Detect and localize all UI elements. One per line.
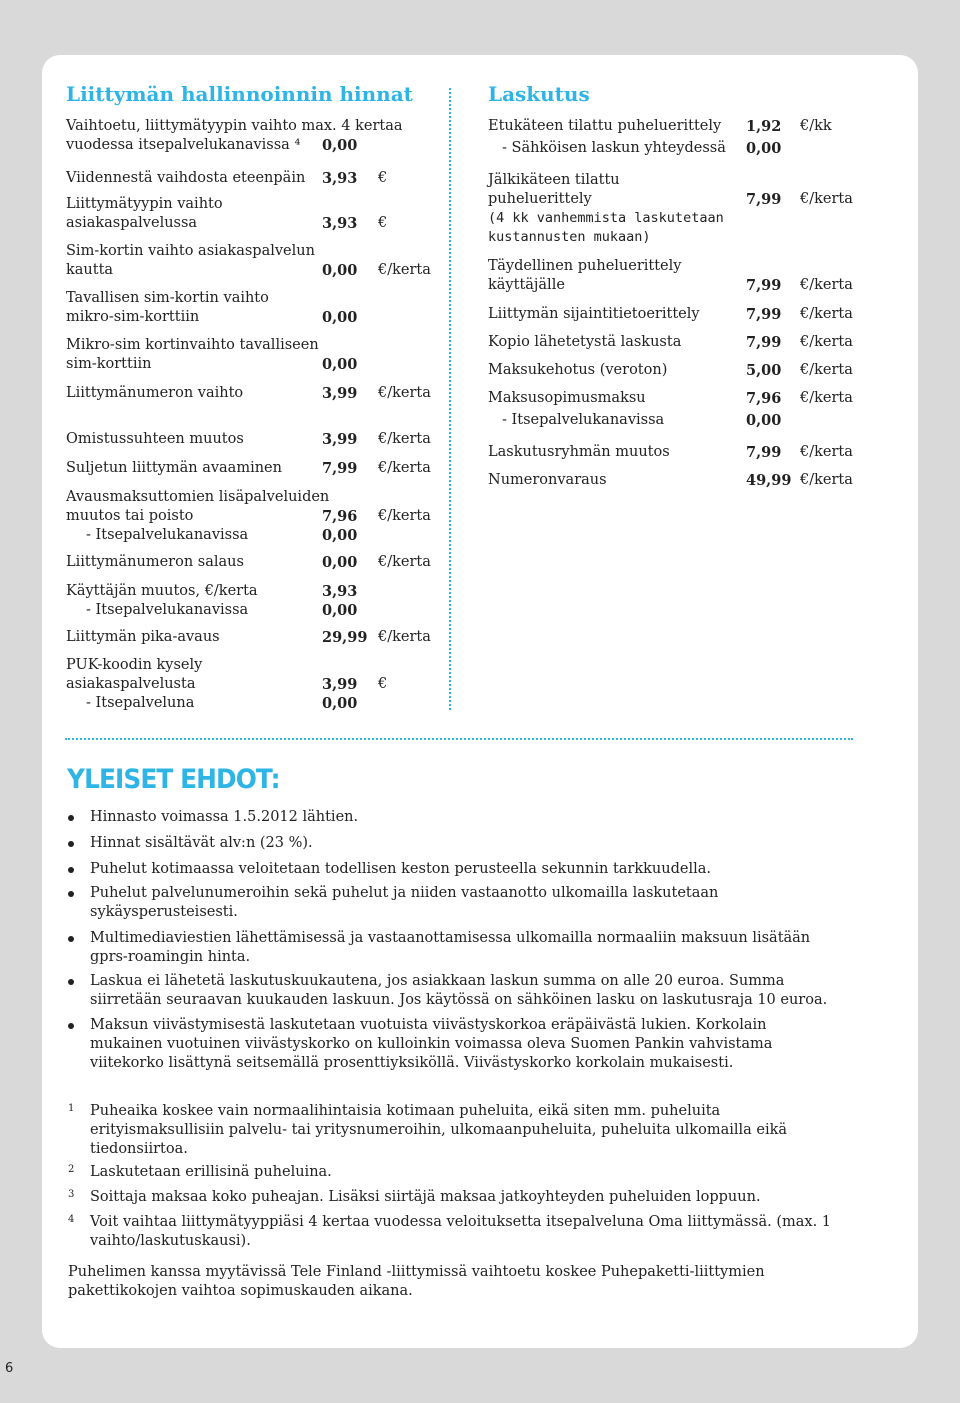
bullet-dot (68, 936, 74, 942)
price-unit: €/kerta (800, 362, 853, 378)
price-value: 3,93 (322, 170, 358, 187)
column-divider (449, 88, 451, 710)
price-sub-value: 0,00 (322, 695, 358, 712)
footnote-text: Puheaika koskee vain normaalihintaisia kotimaan puheluita, eikä siten mm. puheluita erityismaksullisiin palvelu- tai yritysnumeroihin, ulkomaanpuheluita, puheluita ulkomailla eikä tiedonsiirtoa. (90, 1103, 788, 1157)
footnote-text: Voit vaihtaa liittymätyyppiäsi 4 kertaa vuodessa veloituksetta itsepalveluna Oma liittymässä. (max. 1 vaihto/laskutuskausi). (90, 1214, 832, 1249)
price-sub-value: 0,00 (746, 412, 782, 429)
price-label-line: Jälkikäteen tilattu (488, 172, 620, 188)
price-label-line: PUK-koodin kysely (66, 657, 203, 673)
footnote-number: 1 (68, 1103, 75, 1114)
price-value: 7,99 (322, 460, 358, 477)
price-unit: €/kk (800, 118, 832, 134)
price-label (488, 171, 724, 247)
price-label (66, 336, 319, 374)
price-value: 0,00 (322, 356, 358, 373)
price-value: 5,00 (746, 362, 782, 379)
price-label-line: Omistussuhteen muutos (66, 431, 244, 447)
price-label-line: mikro-sim-korttiin (66, 309, 200, 325)
price-unit: €/kerta (378, 629, 431, 645)
price-unit: €/kerta (800, 334, 853, 350)
price-label-line: Liittymän sijaintitietoerittely (488, 306, 700, 322)
price-value: 0,00 (322, 554, 358, 571)
closing-note: Puhelimen kanssa myytävissä Tele Finland -liittymissä vaihtoetu koskee Puhepaketti-liittymien pakettikokojen vaihtoa sopimuskauden aikana. (68, 1264, 765, 1299)
price-label (488, 443, 670, 462)
price-unit: €/kerta (800, 191, 853, 207)
price-label (66, 242, 315, 280)
bullet-dot (68, 867, 74, 873)
price-label-line: Liittymänumeron vaihto (66, 385, 244, 401)
price-label-line: vuodessa itsepalvelukanavissa ⁴ (66, 137, 301, 153)
price-label-line: Käyttäjän muutos, €/kerta (66, 583, 258, 599)
price-note-line: (4 kk vanhemmista laskutetaan (488, 210, 724, 226)
price-value: 7,99 (746, 277, 782, 294)
price-value: 3,99 (322, 385, 358, 402)
price-label-line: Maksusopimusmaksu (488, 390, 646, 406)
price-unit: €/kerta (800, 444, 853, 460)
price-value: 7,99 (746, 191, 782, 208)
price-row (66, 656, 446, 716)
section-divider (65, 738, 853, 740)
price-value: 3,99 (322, 676, 358, 693)
price-label (66, 488, 329, 526)
price-label (488, 117, 721, 136)
bullet-dot (68, 891, 74, 897)
price-unit: €/kerta (800, 390, 853, 406)
price-value: 0,00 (322, 262, 358, 279)
price-label (488, 389, 646, 408)
price-label-line: Liittymätyypin vaihto (66, 196, 223, 212)
price-unit: €/kerta (800, 472, 853, 488)
general-terms-heading: YLEISET EHDOT: (67, 764, 280, 795)
price-label (488, 305, 700, 324)
footnote-number: 3 (68, 1189, 75, 1200)
bullet-dot (68, 979, 74, 985)
price-label (66, 430, 244, 449)
price-value: 0,00 (322, 309, 358, 326)
price-row (66, 488, 446, 548)
price-label-line: Täydellinen puheluerittely (488, 258, 682, 274)
price-label-line: puheluerittely (488, 191, 592, 207)
price-value: 3,93 (322, 215, 358, 232)
footnote-number: 4 (68, 1214, 75, 1225)
price-unit: €/kerta (378, 460, 431, 476)
price-label-line: Tavallisen sim-kortin vaihto (66, 290, 269, 306)
price-value: 3,93 (322, 583, 358, 600)
footnote-text: Laskutetaan erillisinä puheluina. (90, 1164, 332, 1180)
price-unit: €/kerta (800, 277, 853, 293)
price-value: 49,99 (746, 472, 792, 489)
price-label-line: Liittymänumeron salaus (66, 554, 244, 570)
price-label-line: sim-korttiin (66, 356, 152, 372)
price-label-line: käyttäjälle (488, 277, 565, 293)
price-label-line: Laskutusryhmän muutos (488, 444, 670, 460)
bullet-text: Hinnasto voimassa 1.5.2012 lähtien. (90, 809, 359, 825)
price-label (66, 384, 243, 403)
price-value: 7,99 (746, 306, 782, 323)
price-row (66, 117, 446, 177)
price-unit: €/kerta (378, 508, 431, 524)
price-label (488, 471, 607, 490)
bullet-text: Puhelut kotimaassa veloitetaan todellisen keston perusteella sekunnin tarkkuudella. (90, 861, 711, 877)
price-label-line: Maksukehotus (veroton) (488, 362, 668, 378)
price-value: 7,99 (746, 334, 782, 351)
page-number: 6 (5, 1361, 14, 1376)
price-label-line: Viidennestä vaihdosta eteenpäin (66, 170, 306, 186)
left-section-title: Liittymän hallinnoinnin hinnat (66, 82, 413, 106)
price-label (66, 459, 282, 478)
price-label-line: Numeronvaraus (488, 472, 607, 488)
price-unit: € (378, 215, 388, 231)
price-sub-value: 0,00 (746, 140, 782, 157)
price-unit: € (378, 676, 388, 692)
price-label-line: Etukäteen tilattu puheluerittely (488, 118, 722, 134)
price-label (488, 257, 681, 295)
bullet-text: Laskua ei lähetetä laskutuskuukautena, jos asiakkaan laskun summa on alle 20 euroa. Summa siirretään seuraavan kuukauden laskuun. Jos käytössä on sähköinen lasku on laskutusraja 10 euroa. (90, 973, 828, 1008)
price-label (66, 195, 223, 233)
price-label-line: kautta (66, 262, 114, 278)
price-sub-value: 0,00 (322, 527, 358, 544)
price-label (66, 582, 258, 601)
bullet-dot (68, 1023, 74, 1029)
right-section-title: Laskutus (488, 82, 590, 106)
price-value: 0,00 (322, 137, 358, 154)
price-sub-value: 0,00 (322, 602, 358, 619)
bullet-text: Puhelut palvelunumeroihin sekä puhelut ja niiden vastaanotto ulkomailla laskutetaan sykäysperusteisesti. (90, 885, 719, 920)
price-value: 29,99 (322, 629, 368, 646)
price-label-line: Sim-kortin vaihto asiakaspalvelun (66, 243, 315, 259)
price-unit: €/kerta (378, 385, 431, 401)
price-label-line: Liittymän pika-avaus (66, 629, 220, 645)
price-value: 1,92 (746, 118, 782, 135)
price-sub-label: - Itsepalvelukanavissa (86, 602, 249, 618)
price-label-line: Avausmaksuttomien lisäpalveluiden (66, 489, 330, 505)
footnote-text: Soittaja maksaa koko puheajan. Lisäksi siirtäjä maksaa jatkoyhteyden puheluiden loppuun. (90, 1189, 761, 1205)
price-label (66, 169, 305, 188)
price-sub-label: - Sähköisen laskun yhteydessä (502, 140, 726, 156)
price-value: 7,96 (746, 390, 782, 407)
price-row (488, 471, 868, 541)
price-label-line: Vaihtoetu, liittymätyypin vaihto max. 4 kertaa (66, 118, 403, 134)
price-label (488, 333, 681, 352)
price-unit: €/kerta (378, 554, 431, 570)
footnote-number: 2 (68, 1164, 75, 1175)
bullet-dot (68, 841, 74, 847)
price-sub-label: - Itsepalveluna (86, 695, 195, 711)
price-label-line: Suljetun liittymän avaaminen (66, 460, 282, 476)
bullet-text: Hinnat sisältävät alv:n (23 %). (90, 835, 313, 851)
price-label (66, 628, 220, 647)
bullet-text: Multimediaviestien lähettämisessä ja vastaanottamisessa ulkomailla normaaliin maksuun lisätään gprs-roamingin hinta. (90, 930, 811, 965)
price-unit: €/kerta (800, 306, 853, 322)
price-label-line: Kopio lähetetystä laskusta (488, 334, 682, 350)
price-value: 7,99 (746, 444, 782, 461)
price-label (66, 553, 244, 572)
price-unit: €/kerta (378, 431, 431, 447)
price-label (66, 289, 269, 327)
price-label (488, 361, 667, 380)
price-label-line: asiakaspalvelussa (66, 215, 198, 231)
price-label-line: asiakaspalvelusta (66, 676, 196, 692)
price-note-line: kustannusten mukaan) (488, 229, 651, 245)
bullet-dot (68, 815, 74, 821)
price-label (66, 656, 202, 694)
price-value: 7,96 (322, 508, 358, 525)
price-unit: € (378, 170, 388, 186)
price-row (488, 171, 868, 245)
price-unit: €/kerta (378, 262, 431, 278)
price-sub-label: - Itsepalvelukanavissa (86, 527, 249, 543)
price-label-line: muutos tai poisto (66, 508, 194, 524)
price-sub-label: - Itsepalvelukanavissa (502, 412, 665, 428)
price-label-line: Mikro-sim kortinvaihto tavalliseen (66, 337, 319, 353)
bullet-text: Maksun viivästymisestä laskutetaan vuotuista viivästyskorkoa eräpäivästä lukien. Korkolain mukainen vuotuinen viivästyskorko on kulloinkin voimassa oleva Suomen Pankin vahvistama viitekorko lisättynä seitsemällä prosenttiyksiköllä. Viivästyskorko korkolain mukaisesti. (90, 1017, 773, 1071)
price-value: 3,99 (322, 431, 358, 448)
